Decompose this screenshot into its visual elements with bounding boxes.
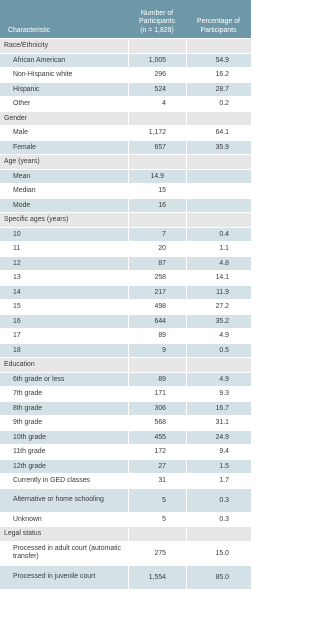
row-label: 7th grade xyxy=(0,386,128,401)
row-count: 31 xyxy=(128,473,186,488)
row-percentage: 15.0 xyxy=(186,541,251,565)
row-label: 16 xyxy=(0,314,128,329)
row-label: 9th grade xyxy=(0,415,128,430)
section-row-specific-ages xyxy=(0,212,251,227)
row-count: 306 xyxy=(128,401,186,416)
table-row xyxy=(0,183,251,198)
header-participants-n: (n = 1,829) xyxy=(140,26,174,34)
row-count: 1,005 xyxy=(128,53,186,68)
row-label: Mean xyxy=(0,169,128,184)
section-title: Race/Ethnicity xyxy=(0,38,128,53)
table-row xyxy=(0,512,251,527)
row-label: Processed in juvenile court xyxy=(0,565,128,589)
row-count: 644 xyxy=(128,314,186,329)
table-row xyxy=(0,386,251,401)
table-row xyxy=(0,459,251,474)
row-percentage: 35.2 xyxy=(186,314,251,329)
header-percentage: Percentage of Participants xyxy=(197,18,240,34)
table-row xyxy=(0,415,251,430)
table-row xyxy=(0,169,251,184)
row-label: 15 xyxy=(0,299,128,314)
row-percentage: 27.2 xyxy=(186,299,251,314)
row-count: 7 xyxy=(128,227,186,242)
row-count: 14.9 xyxy=(128,169,186,184)
section-title: Gender xyxy=(0,111,128,126)
table-row xyxy=(0,565,251,589)
table-row xyxy=(0,53,251,68)
row-percentage: 64.1 xyxy=(186,125,251,140)
row-label: African American xyxy=(0,53,128,68)
table-row xyxy=(0,241,251,256)
row-percentage: 28.7 xyxy=(186,82,251,97)
row-count: 657 xyxy=(128,140,186,155)
table-row xyxy=(0,285,251,300)
row-label: 12th grade xyxy=(0,459,128,474)
row-percentage: 0.5 xyxy=(186,343,251,358)
row-count: 275 xyxy=(128,541,186,565)
row-label: Alternative or home schooling xyxy=(0,488,128,512)
row-count: 4 xyxy=(128,96,186,111)
row-percentage: 54.9 xyxy=(186,53,251,68)
table-row xyxy=(0,82,251,97)
row-label: 14 xyxy=(0,285,128,300)
row-label: Unknown xyxy=(0,512,128,527)
table-row xyxy=(0,401,251,416)
row-percentage: 16.7 xyxy=(186,401,251,416)
section-row-education xyxy=(0,357,251,372)
table-row xyxy=(0,314,251,329)
row-count: 89 xyxy=(128,372,186,387)
section-title: Legal status xyxy=(0,526,128,541)
table-row xyxy=(0,198,251,213)
row-label: Mode xyxy=(0,198,128,213)
header-characteristic: Characteristic xyxy=(8,26,51,34)
row-count: 296 xyxy=(128,67,186,82)
row-label: Hispanic xyxy=(0,82,128,97)
row-percentage: 0.2 xyxy=(186,96,251,111)
row-percentage: 31.1 xyxy=(186,415,251,430)
row-label: Currently in GED classes xyxy=(0,473,128,488)
row-count: 498 xyxy=(128,299,186,314)
table-row xyxy=(0,430,251,445)
row-percentage: 24.9 xyxy=(186,430,251,445)
row-count: 171 xyxy=(128,386,186,401)
row-percentage: 0.3 xyxy=(186,488,251,512)
row-count: 89 xyxy=(128,328,186,343)
row-count: 5 xyxy=(128,512,186,527)
row-count: 568 xyxy=(128,415,186,430)
section-title: Education xyxy=(0,357,128,372)
row-count: 87 xyxy=(128,256,186,271)
row-label: 13 xyxy=(0,270,128,285)
header-participants xyxy=(128,0,186,38)
row-count: 455 xyxy=(128,430,186,445)
section-row-race xyxy=(0,38,251,53)
row-count: 5 xyxy=(128,488,186,512)
table-row xyxy=(0,343,251,358)
table-row xyxy=(0,372,251,387)
row-count: 15 xyxy=(128,183,186,198)
row-percentage: 4.9 xyxy=(186,372,251,387)
row-percentage: 16.2 xyxy=(186,67,251,82)
table-row xyxy=(0,328,251,343)
table-row xyxy=(0,444,251,459)
table-row xyxy=(0,140,251,155)
row-label: 10 xyxy=(0,227,128,242)
table-row xyxy=(0,488,251,512)
row-percentage xyxy=(186,183,251,198)
table-row xyxy=(0,541,251,565)
row-percentage: 0.3 xyxy=(186,512,251,527)
row-label: 6th grade or less xyxy=(0,372,128,387)
row-count: 524 xyxy=(128,82,186,97)
row-percentage: 9.3 xyxy=(186,386,251,401)
section-row-gender xyxy=(0,111,251,126)
table-row xyxy=(0,270,251,285)
row-percentage: 1.7 xyxy=(186,473,251,488)
header-participants-label: Number of Participants xyxy=(138,9,175,26)
table-row xyxy=(0,256,251,271)
row-label: Female xyxy=(0,140,128,155)
row-label: 12 xyxy=(0,256,128,271)
table-row xyxy=(0,473,251,488)
row-percentage: 1.1 xyxy=(186,241,251,256)
row-percentage: 0.4 xyxy=(186,227,251,242)
row-label: 11th grade xyxy=(0,444,128,459)
table-header xyxy=(0,0,251,38)
table-row xyxy=(0,67,251,82)
row-label: 10th grade xyxy=(0,430,128,445)
table-row xyxy=(0,227,251,242)
table-row xyxy=(0,299,251,314)
row-label: 8th grade xyxy=(0,401,128,416)
row-label: 11 xyxy=(0,241,128,256)
row-count: 20 xyxy=(128,241,186,256)
row-label: Processed in adult court (automatic transfer) xyxy=(0,541,128,565)
row-percentage: 14.1 xyxy=(186,270,251,285)
row-percentage xyxy=(186,198,251,213)
row-label: Other xyxy=(0,96,128,111)
row-count: 1,554 xyxy=(128,565,186,589)
section-title: Specific ages (years) xyxy=(0,212,128,227)
row-percentage: 35.9 xyxy=(186,140,251,155)
row-count: 258 xyxy=(128,270,186,285)
row-percentage: 4.9 xyxy=(186,328,251,343)
section-title: Age (years) xyxy=(0,154,128,169)
row-percentage: 1.5 xyxy=(186,459,251,474)
table-row xyxy=(0,96,251,111)
table-row xyxy=(0,125,251,140)
row-label: Male xyxy=(0,125,128,140)
row-count: 27 xyxy=(128,459,186,474)
row-percentage: 9.4 xyxy=(186,444,251,459)
row-label: Non-Hispanic white xyxy=(0,67,128,82)
row-percentage xyxy=(186,169,251,184)
row-percentage: 11.9 xyxy=(186,285,251,300)
row-count: 217 xyxy=(128,285,186,300)
row-percentage: 85.0 xyxy=(186,565,251,589)
row-count: 1,172 xyxy=(128,125,186,140)
row-label: 17 xyxy=(0,328,128,343)
row-count: 16 xyxy=(128,198,186,213)
row-label: 18 xyxy=(0,343,128,358)
section-row-age xyxy=(0,154,251,169)
section-row-legal-status xyxy=(0,526,251,541)
row-count: 172 xyxy=(128,444,186,459)
row-percentage: 4.8 xyxy=(186,256,251,271)
row-label: Median xyxy=(0,183,128,198)
row-count: 9 xyxy=(128,343,186,358)
